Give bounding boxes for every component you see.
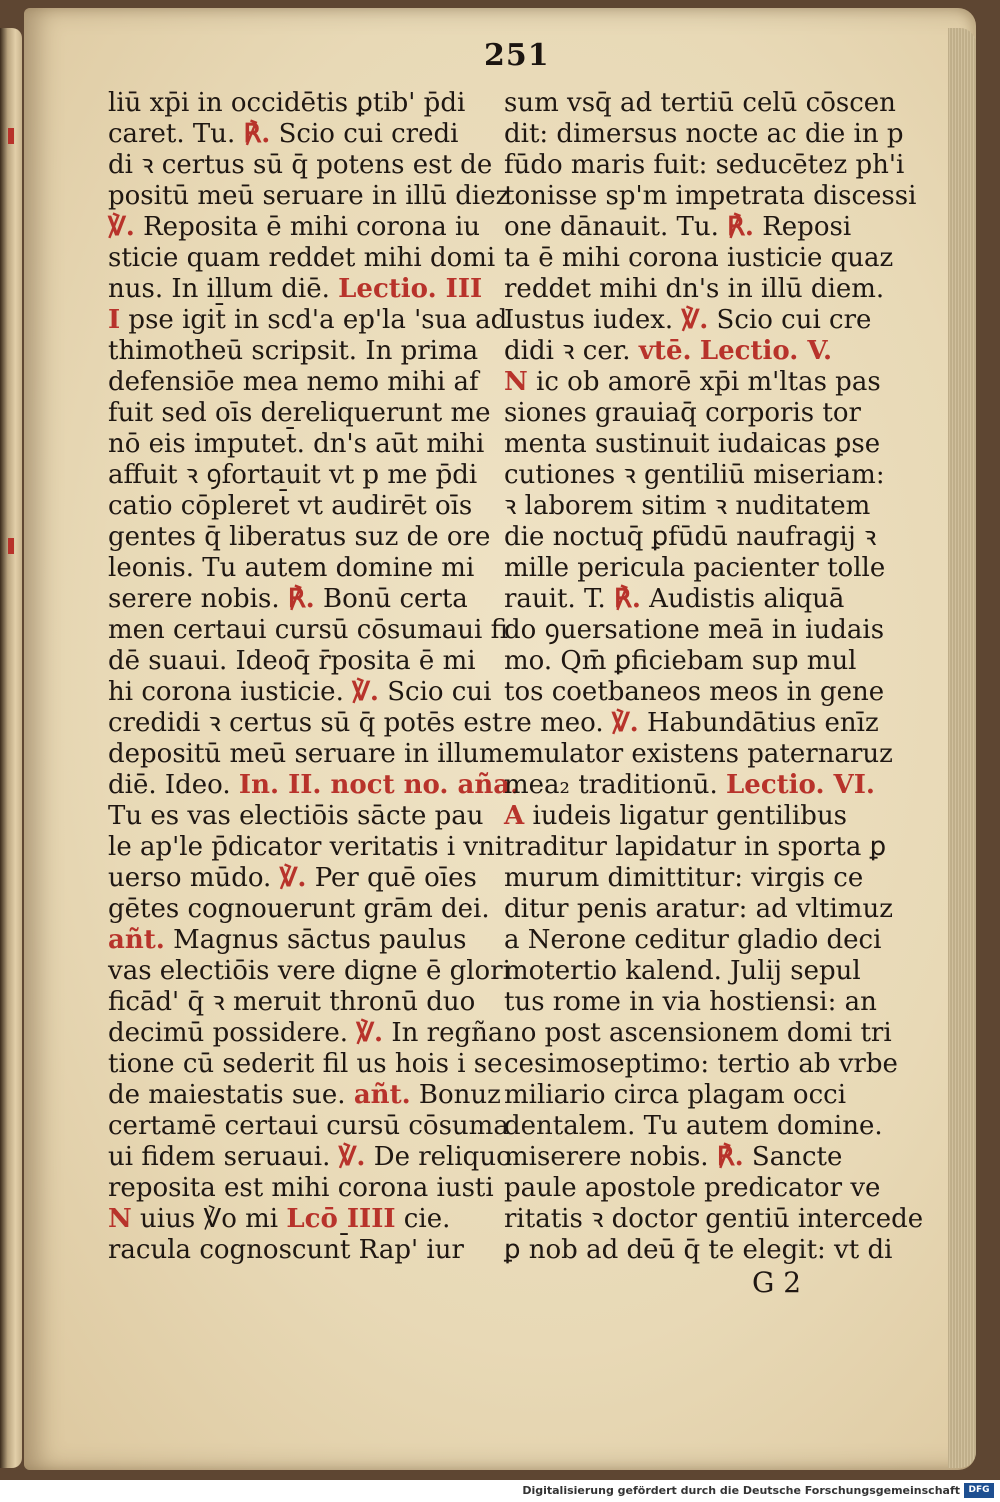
line-text: decimū possidere.	[108, 1018, 357, 1048]
text-line	[108, 1080, 501, 1111]
text-line	[108, 274, 488, 305]
text-line	[504, 1111, 883, 1142]
line-text: Audistis aliquā	[640, 584, 845, 614]
text-line	[504, 491, 874, 522]
text-line	[108, 367, 488, 398]
line-text: de maiestatis sue.	[108, 1080, 354, 1110]
line-text: defensiōe mea nemo mihi af	[108, 367, 479, 397]
line-text: certamē certaui cursū cōsuma	[108, 1111, 509, 1141]
rubric-text: Lcō IIII	[286, 1204, 396, 1234]
line-text: mo. Qm̄ ꝑficiebam sup mul	[504, 646, 857, 676]
rubric-text: N	[108, 1204, 132, 1234]
text-line	[108, 212, 488, 243]
line-text: ꝑ nob ad deū q̄ te elegit: vt di	[504, 1235, 893, 1265]
text-line	[504, 522, 877, 553]
text-line	[108, 491, 488, 522]
line-text: siones grauiaq̄ corporis tor	[504, 398, 861, 428]
line-text: one dānauit. Tu.	[504, 212, 728, 242]
line-text: gentes q̄ liberatus suz de ore	[108, 522, 491, 552]
text-line	[108, 677, 492, 708]
page	[24, 8, 976, 1470]
dfg-logo: DFG	[964, 1483, 994, 1498]
line-text	[692, 336, 700, 366]
text-line	[108, 88, 488, 119]
text-line	[504, 615, 885, 646]
rubric-text: ℣.	[681, 305, 709, 335]
text-line	[108, 305, 508, 336]
line-text: hi corona iusticie.	[108, 677, 353, 707]
rubric-text: ℟.	[287, 584, 315, 614]
line-text: racula cognoscunt̄ Rap' iur	[108, 1235, 464, 1265]
line-text: De reliquo	[365, 1142, 512, 1172]
line-text: die noctuq̄ ꝑfūdū naufragij ꝛ	[504, 522, 877, 552]
line-text: cutiones ꝛ gentiliū miseriam:	[504, 460, 885, 490]
text-line	[504, 212, 874, 243]
line-text: liū xp̄i in occidētis ꝑtib' p̄di	[108, 88, 466, 118]
text-line	[108, 801, 488, 832]
line-text: Sancte	[743, 1142, 843, 1172]
text-line	[504, 274, 885, 305]
line-text: dentalem. Tu autem domine.	[504, 1111, 883, 1141]
line-text: tus rome in via hostiensi: an	[504, 987, 877, 1017]
text-line	[504, 863, 874, 894]
line-text: didi ꝛ cer.	[504, 336, 639, 366]
line-text: sum vsq̄ ad tertiū celū cōscen	[504, 88, 896, 118]
text-line	[108, 615, 508, 646]
rubric-text: vtē.	[638, 336, 692, 366]
rubric-text: ℣.	[352, 677, 379, 707]
line-text: tonisse sp'm impetrata discessi	[504, 181, 917, 211]
text-line	[108, 522, 491, 553]
line-text: fuit sed oīs dereliquerunt me	[108, 398, 491, 428]
line-text: emulator existens paternaruz	[504, 739, 893, 769]
text-line	[108, 925, 488, 956]
line-text: iudeis ligatur gentilibus	[524, 801, 848, 831]
page-number: 251	[484, 38, 550, 73]
rubric-text: ℣.	[356, 1018, 384, 1048]
text-line	[504, 553, 886, 584]
line-text: affuit ꝛ ꝯfortauit vt p me p̄di	[108, 460, 478, 490]
rubric-text: añt.	[108, 925, 165, 955]
text-line	[504, 770, 874, 801]
line-text: Scio cui cre	[708, 305, 872, 335]
text-line	[504, 150, 905, 181]
text-line	[504, 1142, 874, 1173]
line-text: Tu es vas electiōis sācte pau	[108, 801, 484, 831]
line-text: tione cū sederit fil us hois i se	[108, 1049, 503, 1079]
line-text: credidi ꝛ certus sū q̄ potēs est	[108, 708, 503, 738]
rubric-text: Lectio. VI.	[726, 770, 875, 800]
line-text: di ꝛ certus sū q̄ potens est de	[108, 150, 493, 180]
text-line	[108, 1142, 512, 1173]
text-line	[504, 584, 874, 615]
line-text: ic ob amorē xp̄i m'ltas pas	[527, 367, 881, 397]
line-text: thimotheū scripsit. In prima	[108, 336, 479, 366]
text-line	[504, 336, 874, 367]
text-line	[504, 646, 874, 677]
text-line	[504, 398, 874, 429]
rubric-text: Lectio. V.	[699, 336, 833, 366]
line-text: Iustus iudex.	[504, 305, 682, 335]
text-line	[108, 863, 488, 894]
line-text: ꝛ laborem sitim ꝛ nuditatem	[504, 491, 871, 521]
text-line	[504, 367, 881, 398]
text-line	[108, 1049, 503, 1080]
rubric-text: A	[504, 801, 525, 831]
text-line	[504, 894, 893, 925]
line-text: traditur lapidatur in sporta ꝑ	[504, 832, 887, 862]
line-text: miserere nobis.	[504, 1142, 717, 1172]
text-line	[504, 987, 877, 1018]
text-line	[504, 1173, 881, 1204]
text-line	[504, 677, 885, 708]
text-line	[108, 336, 488, 367]
line-text: rauit. T.	[504, 584, 615, 614]
line-text: In regña	[383, 1018, 504, 1048]
line-text: nō eis imputet̄. dn's aūt mihi	[108, 429, 485, 459]
rubric-text: ℣.	[108, 212, 135, 242]
rubric-mark	[8, 128, 14, 144]
line-text: do ꝯuersatione meā in iudais	[504, 615, 885, 645]
line-text: ficād' q̄ ꝛ meruit thronū duo	[108, 987, 476, 1017]
rubric-text: In. II. noct no. aña.	[238, 770, 520, 800]
line-text: positū meū seruare in illū diez	[108, 181, 510, 211]
rubric-text: Lectio. III	[338, 274, 483, 304]
rubric-text: ℟.	[243, 119, 271, 149]
text-line	[504, 305, 874, 336]
rubric-text: ℟.	[727, 212, 754, 242]
text-line	[108, 1018, 504, 1049]
line-text: fūdo maris fuit: seducētez ph'i	[504, 150, 905, 180]
text-line	[108, 708, 503, 739]
text-line	[504, 925, 882, 956]
signature-mark: G 2	[752, 1266, 802, 1299]
text-line	[108, 1173, 494, 1204]
rubric-text: I	[108, 305, 121, 335]
line-text: vas electiōis vere digne ē glori	[108, 956, 511, 986]
text-line	[504, 1204, 924, 1235]
line-text: gētes cognouerunt grām dei.	[108, 894, 490, 924]
line-text: serere nobis.	[108, 584, 288, 614]
line-text: paule apostole predicator ve	[504, 1173, 881, 1203]
text-line	[504, 1018, 892, 1049]
text-line	[108, 739, 504, 770]
line-text: Reposita ē mihi corona iu	[134, 212, 481, 242]
text-line	[108, 987, 488, 1018]
line-text: menta sustinuit iudaicas ꝑse	[504, 429, 881, 459]
line-text: catio cōpleret̄ vt audirēt oīs	[108, 491, 473, 521]
footer-bar	[0, 1480, 1000, 1502]
text-line	[504, 708, 879, 739]
line-text: men certaui cursū cōsumaui fi	[108, 615, 508, 645]
line-text: ta ē mihi corona iusticie quaz	[504, 243, 894, 273]
rubric-text: ℣.	[338, 1142, 366, 1172]
line-text: Per quē oīes	[306, 863, 477, 893]
line-text: Magnus sāctus paulus	[164, 925, 467, 955]
rubric-text: ℟.	[716, 1142, 744, 1172]
text-line	[108, 1204, 488, 1235]
text-line	[504, 181, 917, 212]
text-line	[504, 801, 874, 832]
page-edges	[948, 28, 976, 1468]
line-text: Scio cui credi	[270, 119, 459, 149]
line-text: mea₂ traditionū.	[504, 770, 727, 800]
line-text: Bonuz	[410, 1080, 501, 1110]
previous-page-edge	[0, 28, 22, 1468]
text-line	[108, 243, 496, 274]
line-text: Reposi	[753, 212, 852, 242]
funding-credit: Digitalisierung gefördert durch die Deutsche Forschungsgemeinschaft	[522, 1484, 960, 1497]
text-line	[108, 398, 491, 429]
left-text-column	[108, 88, 520, 1266]
line-text: tos coetbaneos meos in gene	[504, 677, 885, 707]
text-line	[504, 119, 904, 150]
text-line	[504, 429, 881, 460]
line-text: diē. Ideo.	[108, 770, 239, 800]
line-text: murum dimittitur: virgis ce	[504, 863, 864, 893]
line-text: pse igit̄ in scd'a ep'la 'sua ad	[120, 305, 508, 335]
text-line	[504, 1049, 898, 1080]
line-text: cesimoseptimo: tertio ab vrbe	[504, 1049, 898, 1079]
line-text: Scio cui	[378, 677, 492, 707]
text-line	[504, 460, 885, 491]
text-line	[504, 243, 894, 274]
line-text: sticie quam reddet mihi domi	[108, 243, 496, 273]
text-line	[504, 1080, 874, 1111]
line-text: miliario circa plagam occi	[504, 1080, 847, 1110]
line-text: depositū meū seruare in illum	[108, 739, 504, 769]
line-text: reposita est mihi corona iusti	[108, 1173, 494, 1203]
line-text: re meo.	[504, 708, 612, 738]
text-line	[108, 1235, 488, 1266]
line-text: ritatis ꝛ doctor gentiū intercede	[504, 1204, 924, 1234]
text-line	[108, 119, 488, 150]
text-line	[504, 956, 874, 987]
text-line	[108, 429, 488, 460]
text-line	[504, 88, 896, 119]
line-text: mille pericula pacienter tolle	[504, 553, 886, 583]
right-text-column	[504, 88, 924, 1266]
rubric-text: N	[504, 367, 528, 397]
line-text: nus. In illum diē.	[108, 274, 339, 304]
text-line	[108, 770, 520, 801]
line-text: Bonū certa	[314, 584, 468, 614]
line-text: uius ℣o mi	[131, 1204, 287, 1234]
line-text: Habundātius enīz	[638, 708, 879, 738]
text-line	[504, 1235, 893, 1266]
text-line	[108, 460, 488, 491]
rubric-mark	[8, 538, 14, 554]
line-text: motertio kalend. Julij sepul	[504, 956, 861, 986]
text-line	[108, 553, 488, 584]
text-line	[504, 832, 887, 863]
line-text: le ap'le p̄dicator veritatis i vni	[108, 832, 504, 862]
text-line	[504, 739, 893, 770]
line-text: uerso mūdo.	[108, 863, 280, 893]
text-line	[108, 832, 504, 863]
rubric-text: ℣.	[611, 708, 639, 738]
text-line	[108, 181, 510, 212]
rubric-text: ℣.	[279, 863, 307, 893]
line-text: cie.	[395, 1204, 451, 1234]
line-text: no post ascensionem domi tri	[504, 1018, 892, 1048]
line-text: ui fidem seruaui.	[108, 1142, 339, 1172]
rubric-text: añt.	[353, 1080, 411, 1110]
text-line	[108, 894, 488, 925]
line-text: dit: dimersus nocte ac die in p	[504, 119, 904, 149]
text-line	[108, 584, 488, 615]
text-line	[108, 646, 488, 677]
text-line	[108, 150, 493, 181]
line-text: ditur penis aratur: ad vltimuz	[504, 894, 893, 924]
line-text: leonis. Tu autem domine mi	[108, 553, 475, 583]
rubric-text: ℟.	[614, 584, 641, 614]
line-text: caret. Tu.	[108, 119, 244, 149]
text-line	[108, 956, 511, 987]
line-text: reddet mihi dn's in illū diem.	[504, 274, 885, 304]
line-text: dē suaui. Ideoq̄ r̄posita ē mi	[108, 646, 476, 676]
text-line	[108, 1111, 509, 1142]
line-text: a Nerone ceditur gladio deci	[504, 925, 882, 955]
